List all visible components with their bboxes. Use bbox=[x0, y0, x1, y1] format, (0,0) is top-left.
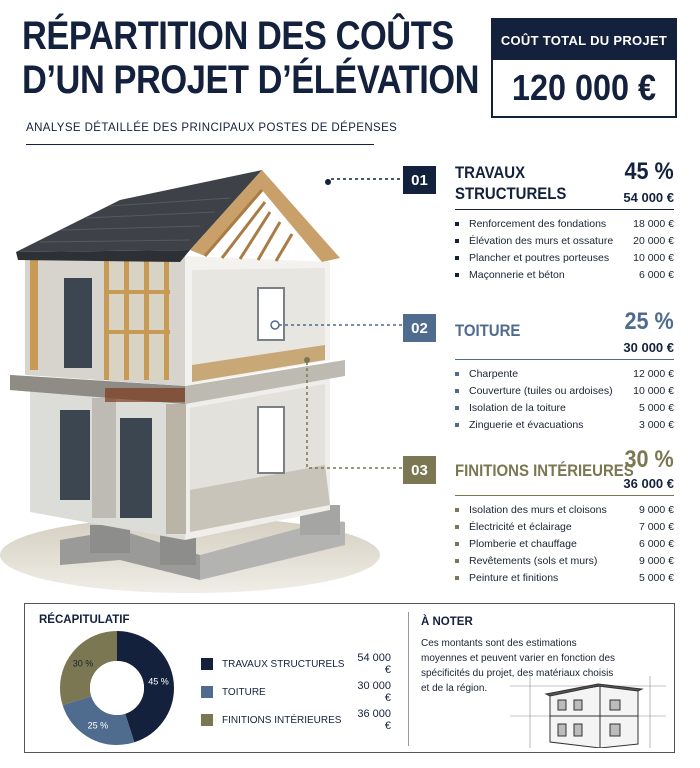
section-1-title-line-1: TRAVAUX bbox=[455, 163, 526, 182]
list-item bbox=[455, 552, 674, 569]
item-value: 7 000 € bbox=[638, 520, 674, 533]
bullet-square-icon bbox=[455, 222, 459, 226]
total-cost-value: 120 000 € bbox=[511, 67, 657, 108]
donut-hole bbox=[90, 661, 144, 715]
item-label: Charpente bbox=[469, 367, 519, 380]
house-cutaway-illustration bbox=[0, 160, 400, 600]
item-value: 18 000 € bbox=[633, 217, 674, 230]
legend-value: 30 000 € bbox=[357, 680, 391, 704]
item-value: 6 000 € bbox=[638, 537, 674, 550]
section-3-title: FINITIONS INTÉRIEURES bbox=[455, 461, 634, 480]
section-2-percent: 25 % bbox=[624, 308, 674, 335]
legend-row bbox=[201, 678, 391, 706]
legend-value: 36 000 € bbox=[357, 708, 391, 732]
bullet-square-icon bbox=[455, 559, 459, 563]
item-label: Élévation des murs et ossature bbox=[469, 234, 614, 247]
section-1-amount: 54 000 € bbox=[623, 190, 674, 205]
bullet-square-icon bbox=[455, 273, 459, 277]
section-1-percent: 45 % bbox=[624, 158, 674, 185]
legend-swatch bbox=[201, 658, 213, 670]
summary-panel bbox=[24, 603, 675, 753]
section-2-items bbox=[455, 365, 674, 433]
legend-label: TOITURE bbox=[222, 686, 266, 698]
item-label: Plomberie et chauffage bbox=[469, 537, 577, 550]
list-item bbox=[455, 535, 674, 552]
list-item bbox=[455, 501, 674, 518]
donut-label-toiture: 25 % bbox=[87, 720, 109, 731]
donut-label-structurels: 45 % bbox=[148, 676, 169, 687]
item-value: 10 000 € bbox=[633, 384, 674, 397]
total-cost-label: COÛT TOTAL DU PROJET bbox=[493, 20, 675, 60]
bullet-square-icon bbox=[455, 508, 459, 512]
donut-chart bbox=[55, 626, 179, 750]
item-value: 12 000 € bbox=[633, 367, 674, 380]
item-label: Zinguerie et évacuations bbox=[469, 418, 584, 431]
page-subtitle: ANALYSE DÉTAILLÉE DES PRINCIPAUX POSTES DE DÉPENSES bbox=[26, 122, 398, 134]
bullet-square-icon bbox=[455, 406, 459, 410]
summary-divider bbox=[408, 612, 409, 746]
item-value: 5 000 € bbox=[638, 401, 674, 414]
summary-legend bbox=[201, 650, 391, 734]
callout-dot-3 bbox=[304, 357, 310, 363]
section-1-badge: 01 bbox=[403, 166, 436, 194]
list-item bbox=[455, 249, 674, 266]
subtitle-divider bbox=[26, 144, 374, 145]
note-title: À NOTER bbox=[421, 616, 473, 628]
list-item bbox=[455, 215, 674, 232]
section-3-items bbox=[455, 501, 674, 586]
bullet-square-icon bbox=[455, 542, 459, 546]
item-value: 10 000 € bbox=[633, 251, 674, 264]
legend-value: 54 000 € bbox=[357, 652, 391, 676]
item-label: Isolation des murs et cloisons bbox=[469, 503, 607, 516]
list-item bbox=[455, 266, 674, 283]
section-3-divider bbox=[455, 495, 674, 496]
section-2-divider bbox=[455, 359, 674, 360]
section-1-divider bbox=[455, 209, 674, 210]
list-item bbox=[455, 416, 674, 433]
bullet-square-icon bbox=[455, 525, 459, 529]
item-value: 6 000 € bbox=[638, 268, 674, 281]
section-3-badge: 03 bbox=[403, 456, 436, 484]
item-value: 3 000 € bbox=[638, 418, 674, 431]
section-2-title: TOITURE bbox=[455, 321, 521, 340]
item-value: 9 000 € bbox=[638, 503, 674, 516]
list-item bbox=[455, 569, 674, 586]
page-title bbox=[22, 14, 480, 102]
item-label: Plancher et poutres porteuses bbox=[469, 251, 610, 264]
legend-label: TRAVAUX STRUCTURELS bbox=[222, 658, 345, 670]
item-label: Maçonnerie et béton bbox=[469, 268, 565, 281]
bullet-square-icon bbox=[455, 239, 459, 243]
item-label: Électricité et éclairage bbox=[469, 520, 572, 533]
list-item bbox=[455, 382, 674, 399]
callout-dot-1 bbox=[325, 179, 331, 185]
item-label: Revêtements (sols et murs) bbox=[469, 554, 598, 567]
section-1-items bbox=[455, 215, 674, 283]
legend-row bbox=[201, 650, 391, 678]
item-label: Peinture et finitions bbox=[469, 571, 559, 584]
total-cost-box bbox=[491, 18, 677, 118]
house-sketch-illustration bbox=[510, 676, 666, 748]
legend-swatch bbox=[201, 714, 213, 726]
page-title-line-2: D’UN PROJET D’ÉLÉVATION bbox=[22, 58, 480, 102]
donut-label-finitions: 30 % bbox=[72, 658, 94, 669]
legend-label: FINITIONS INTÉRIEURES bbox=[222, 714, 342, 726]
list-item bbox=[455, 365, 674, 382]
bullet-square-icon bbox=[455, 576, 459, 580]
section-2-amount: 30 000 € bbox=[623, 340, 674, 355]
list-item bbox=[455, 232, 674, 249]
list-item bbox=[455, 518, 674, 535]
note-text: Ces montants sont des estimations moyennes et peuvent varier en fonction des spécificités du projet, des matériaux choisis et de la région. bbox=[421, 638, 616, 694]
roof bbox=[16, 170, 340, 262]
bullet-square-icon bbox=[455, 372, 459, 376]
section-2-badge: 02 bbox=[403, 314, 436, 342]
item-label: Renforcement des fondations bbox=[469, 217, 607, 230]
legend-row bbox=[201, 706, 391, 734]
item-value: 20 000 € bbox=[633, 234, 674, 247]
section-1-title-line-2: STRUCTURELS bbox=[455, 184, 567, 203]
page-title-line-1: RÉPARTITION DES COÛTS bbox=[22, 14, 454, 58]
item-value: 9 000 € bbox=[638, 554, 674, 567]
list-item bbox=[455, 399, 674, 416]
bullet-square-icon bbox=[455, 423, 459, 427]
summary-title: RÉCAPITULATIF bbox=[39, 614, 130, 626]
callout-dot-2 bbox=[271, 321, 279, 329]
bullet-square-icon bbox=[455, 389, 459, 393]
section-1-title bbox=[455, 162, 566, 204]
legend-swatch bbox=[201, 686, 213, 698]
section-3-percent: 30 % bbox=[624, 446, 674, 473]
upper-floor bbox=[25, 252, 330, 386]
item-label: Couverture (tuiles ou ardoises) bbox=[469, 384, 613, 397]
item-label: Isolation de la toiture bbox=[469, 401, 566, 414]
item-value: 5 000 € bbox=[638, 571, 674, 584]
bullet-square-icon bbox=[455, 256, 459, 260]
section-3-amount: 36 000 € bbox=[623, 476, 674, 491]
